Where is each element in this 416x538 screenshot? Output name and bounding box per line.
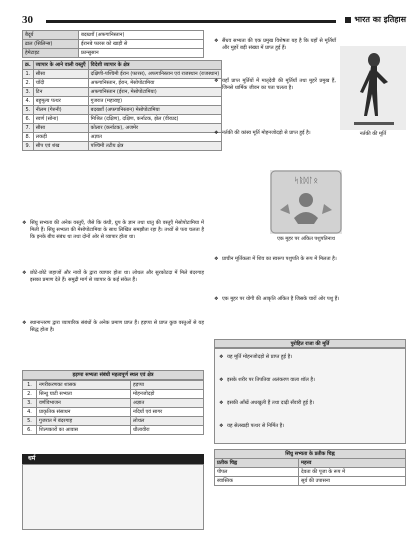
table-cell: बदख्शाँ (अफगानिस्तान) मेसोपोटामिया <box>88 106 222 115</box>
table-row <box>23 417 204 426</box>
seal-illustration <box>270 170 342 234</box>
table-cell: सिन्धु घाटी सभ्यता <box>37 390 131 399</box>
page-number: 30 <box>22 14 33 26</box>
table-cell: देवता की पूजा के रूप में <box>299 468 406 477</box>
table-cell: 2. <box>23 79 34 88</box>
table-header: क्र. <box>23 61 34 70</box>
paragraph: ❖ यहाँ प्राप्त मूर्तियों में मातृदेवी की मूर्तियाँ तथा मुहरें प्रमुख हैं, जिनसे धार्मिक जीवन का पता चलता है। <box>214 78 336 92</box>
table-cell: 9. <box>23 142 34 151</box>
table-cell: 3. <box>23 399 37 408</box>
table-cell: पीपल <box>215 468 299 477</box>
paragraph: ❖ सैंधव सभ्यता की एक प्रमुख विशेषता यह है कि यहाँ से मूर्तियाँ और मुहरें बड़ी संख्या में प्राप्त हुई हैं। <box>214 38 336 52</box>
table-row <box>23 115 222 124</box>
table-row <box>23 390 204 399</box>
table-cell: 2. <box>23 390 37 399</box>
priest-king-box <box>214 348 406 444</box>
table-cell: लोथल <box>131 417 204 426</box>
table-cell: 6. <box>23 426 37 435</box>
table-cell: नगरीकरणका शासक <box>37 381 131 390</box>
table-cell: सीसा <box>33 70 88 79</box>
table-cell: दक्षिणी-पश्चिमी ईरान (फारस), अफगानिस्तान एवं राजस्थान (राजस्थान) <box>88 70 222 79</box>
table-row <box>23 97 222 106</box>
table-row <box>23 124 222 133</box>
table-cell: अज्ञात <box>131 399 204 408</box>
table-cell: ईरानबे फारस को खाड़ी से <box>79 40 204 49</box>
header-rule <box>46 20 336 23</box>
trade-table <box>22 60 222 151</box>
table-row <box>23 142 222 151</box>
table-cell: नदियाँ एवं सागर <box>131 408 204 417</box>
table-cell: हड़प्पा <box>131 381 204 390</box>
table-cell: 5. <box>23 106 34 115</box>
table-cell: पश्चिमी तटीय क्षेत्र <box>88 142 222 151</box>
table-cell: मोहनजोदड़ो <box>131 390 204 399</box>
table-header-row <box>215 459 406 468</box>
table-cell: 1. <box>23 70 34 79</box>
table-cell: स्वर्ण (सोना) <box>33 115 88 124</box>
priest-king-point: ❖ यह मूर्ति मोहनजोदड़ो से प्राप्त हुई है। <box>219 354 403 361</box>
table-cell: अफगानिस्तान (ईरान, मेसोपोटामिया) <box>88 88 222 97</box>
table-header: प्रतीक चिह्न <box>215 459 299 468</box>
table-header-row <box>23 61 222 70</box>
table-cell: लकड़ी <box>33 133 88 142</box>
table-cell: 8. <box>23 133 34 142</box>
figure-caption: नर्तकी की मूर्ति <box>359 131 387 137</box>
table-row <box>215 477 406 486</box>
table-cell: नीलम (गेरुनी) <box>33 106 88 115</box>
table-cell: धौलावीरा <box>131 426 204 435</box>
paragraph: ❖ सिंधु सभ्यता की अनेक वस्तुएँ, जैसे कि कंघी, ग्रुप के ज्ञान तथा धातु की वस्तुएँ मेसोपोटामिया में मिली हैं। सिंधु सभ्यता की मेसोपोटामिया के साथ लिखित समझौता रहा है। तथ्यों से पता चलता है कि इनके बीच संबंध था तथा दोनों ओर से व्यापार होता था। <box>22 220 204 241</box>
materials-table <box>22 30 204 58</box>
table-cell: वर्णविभाजन <box>37 399 131 408</box>
table-cell: स्वास्तिक <box>215 477 299 486</box>
paragraph: ❖ छोटे-छोटे जहाजों और नावों के द्वारा व्यापार होता था। लोथल और सुरकोटदा में मिले बंदरगाह इसका प्रमाण देते हैं। समुद्री मार्ग से व्यापार के कई संकेत हैं। <box>22 270 204 284</box>
figure-caption: एक मुहर पर अंकित पशुपतिनाथ <box>277 236 335 242</box>
table-cell: शिल्पकारों का आवास <box>37 426 131 435</box>
table-cell: अफगानिस्तान, ईरान, मेसोपोटामिया <box>88 79 222 88</box>
pashupati-seal-image <box>270 170 342 234</box>
table-cell: ढाल (सिलिन्स) <box>23 40 79 49</box>
table-cell: सीप एवं शंख <box>33 142 88 151</box>
table-row <box>23 408 204 417</box>
table-cell: 7. <box>23 124 34 133</box>
table-header: व्यापार के आने वाली वस्तुएँ <box>33 61 88 70</box>
table-header: महत्त्व <box>299 459 406 468</box>
table-row <box>23 31 204 40</box>
table-row <box>23 133 222 142</box>
priest-king-point: ❖ इसकी आँखें अधखुली हैं तथा दाढ़ी सँवारी हुई है। <box>219 400 403 407</box>
book-title: भारत का इतिहास <box>345 14 406 25</box>
table-cell: सूर्य की उपासना <box>299 477 406 486</box>
table-row <box>215 468 406 477</box>
table-cell: बदख्शाँ (अफगानिस्तान) <box>79 31 204 40</box>
table-cell: 6. <box>23 115 34 124</box>
table-cell: कोलार (कर्नाटक), अजमेर <box>88 124 222 133</box>
statue-illustration <box>340 46 406 130</box>
table-cell: चाँदी <box>33 79 88 88</box>
table-cell: टिन <box>33 88 88 97</box>
table-header: विदेशी व्यापार के क्षेत्र <box>88 61 222 70</box>
table-cell: 5. <box>23 417 37 426</box>
paragraph: ❖ नर्तकी की कांस्य मूर्ति मोहनजोदड़ो से प्राप्त हुई है। <box>214 130 336 137</box>
table-row <box>23 381 204 390</box>
table-cell: गुजरात (महाराष्ट्र) <box>88 97 222 106</box>
table-caption: सिंधु सभ्यता के प्रतीक चिह्न <box>214 449 406 459</box>
table-row <box>23 70 222 79</box>
priest-king-point: ❖ इसके शरीर पर तिपतिया अलंकरण वाला शॉल है। <box>219 377 403 384</box>
priest-king-point: ❖ यह सेलखड़ी पत्थर से निर्मित है। <box>219 423 403 430</box>
table-cell: प्राकृतिक संसाधन <box>37 408 131 417</box>
table-caption: हड़प्पा सभ्यता संबंधी महत्वपूर्ण स्थल एवं क्षेत्र <box>22 370 204 380</box>
table-cell: सीसा <box>33 124 88 133</box>
key-facts-title: धर्म <box>22 454 204 464</box>
table-row <box>23 426 204 435</box>
table-cell: 3. <box>23 88 34 97</box>
paragraph: ❖ एक मुहर पर योगी की आकृति अंकित है जिसके चारों ओर पशु हैं। <box>214 296 406 303</box>
table-row <box>23 40 204 49</box>
table-row <box>23 106 222 115</box>
table-cell: 4. <box>23 408 37 417</box>
table-row <box>23 399 204 408</box>
harappa-sites-table <box>22 380 204 435</box>
key-facts-box <box>22 464 204 530</box>
svg-text:ᛋᚱᛞᛚᛟ: ᛋᚱᛞᛚᛟ <box>294 176 318 185</box>
table-cell: गुजरात में बंदरगाह <box>37 417 131 426</box>
table-cell: बैदूर्य <box>23 31 79 40</box>
table-cell: 1. <box>23 381 37 390</box>
table-cell: हेमेटाइट <box>23 49 79 58</box>
dancer-statue-image <box>340 46 406 130</box>
table-cell: अज्ञात <box>88 133 222 142</box>
paragraph: ❖ प्राचीन मूर्तिकला में शिव का स्वरूप पशुपति के रूप में मिलता है। <box>214 256 406 263</box>
table-cell: फ्रान्सुसान <box>79 49 204 58</box>
table-cell: मिश्रित (दक्षिण), दक्षिण, कर्नाटक, झेल (वीरप्रद) <box>88 115 222 124</box>
table-cell: बहुमूल्य पत्थर <box>33 97 88 106</box>
priest-king-caption: पुरोहित राजा की मूर्ति <box>214 339 406 348</box>
table-row <box>23 49 204 58</box>
page-header <box>22 14 406 28</box>
table-row <box>23 79 222 88</box>
paragraph: ❖ स्थानान्तरण द्वारा व्यापारिक संबंधों के अनेक प्रमाण प्राप्त हैं। हड़प्पा से प्राप्त कुछ वस्तुओं से यह सिद्ध होता है। <box>22 320 204 334</box>
table-row <box>23 88 222 97</box>
table-cell: 4. <box>23 97 34 106</box>
symbols-table <box>214 458 406 486</box>
